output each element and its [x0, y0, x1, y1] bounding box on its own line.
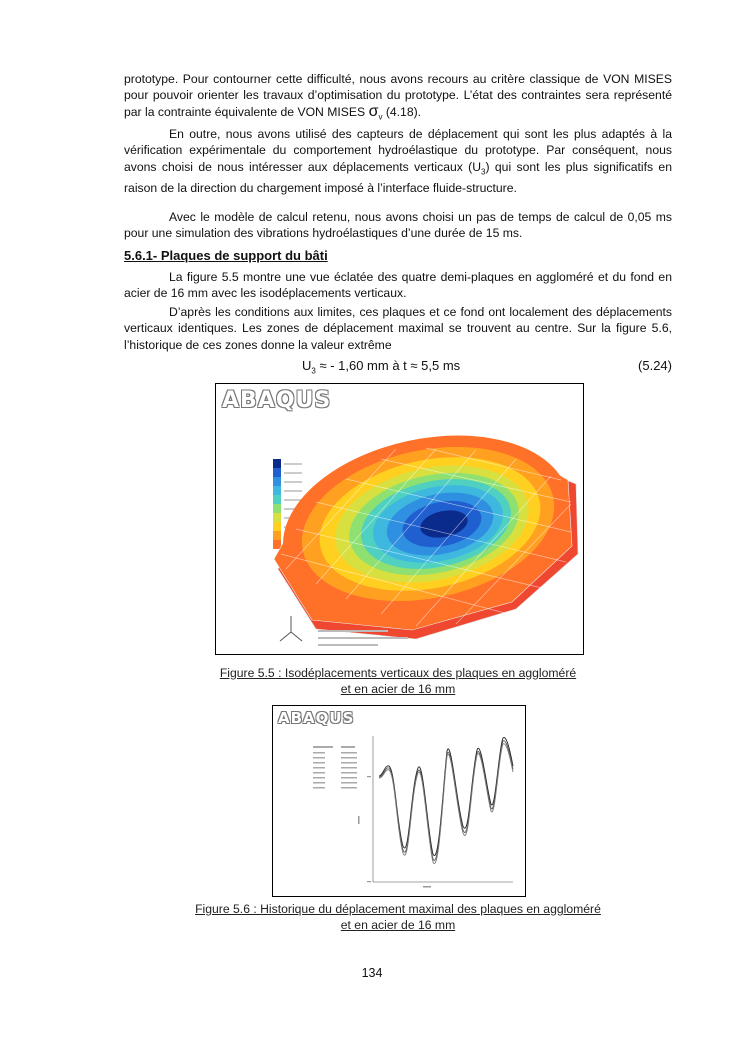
- axis-triad: [280, 616, 302, 641]
- paragraph-figure-5-5: La figure 5.5 montre une vue éclatée des quatre demi-plaques en aggloméré et du fond en acier de 16 mm avec les isodéplacements verticaux.: [124, 270, 672, 301]
- equation-expression: $U_3$ ≈ - 1,60 mm à t ≈ 5,5 ms: [302, 358, 461, 376]
- paragraph-von-mises: prototype. Pour contourner cette difficulté, nous avons recours au critère classique de VON MISES pour pouvoir orienter les travaux d’optimisation du prototype. L’état des contraintes sera représenté par la contrainte équivalente de VON MISES $\sigma_v$ (4.18).: [124, 72, 672, 122]
- section-heading: 5.6.1- Plaques de support du bâti: [124, 248, 328, 263]
- u3-subscript: 3: [481, 167, 486, 177]
- abaqus-logo: ABAQUS: [278, 709, 355, 727]
- equation-number: (5.24): [638, 358, 672, 373]
- time-history-graphic: [273, 706, 525, 896]
- page-number: 134: [361, 966, 383, 980]
- figure-5-6-time-history: [272, 705, 526, 897]
- figure-5-6-caption: Figure 5.6 : Historique du déplacement maximal des plaques en aggloméré et en acier de 16 mm: [195, 902, 601, 932]
- sigma-symbol: σ: [368, 102, 379, 120]
- equation-5-24: [124, 358, 672, 376]
- contour-plot-graphic: [216, 384, 583, 654]
- paragraph-capteurs: En outre, nous avons utilisé des capteurs de déplacement qui sont les plus adaptés à la vérification expérimentale du comportement hydroélastique du prototype. Par conséquent, nous avons choisi de nous intéresser aux déplacements verticaux $(U_3)$ qui sont les plus significatifs en raison de la direction du chargement imposé à l’interface fluide-structure.: [124, 127, 672, 196]
- plot-legend: [313, 746, 357, 789]
- paragraph-limites: D’après les conditions aux limites, ces plaques et ce fond ont localement des déplacements verticaux identiques. Les zones de déplacement maximal se trouvent au centre. Sur la figure 5.6, l’historique de ces zones donne la valeur extrême: [124, 305, 672, 352]
- abaqus-logo: ABAQUS: [222, 388, 332, 413]
- paragraph-pas-de-temps: Avec le modèle de calcul retenu, nous avons choisi un pas de temps de calcul de 0,05 ms pour une simulation des vibrations hydroélastiques d’une durée de 15 ms.: [124, 210, 672, 241]
- figure-5-5-caption: Figure 5.5 : Isodéplacements verticaux des plaques en aggloméré et en acier de 16 mm: [219, 666, 577, 696]
- displacement-curves: [379, 738, 513, 864]
- figure-5-5-contour-plot: [215, 383, 584, 655]
- sigma-subscript: v: [378, 112, 383, 122]
